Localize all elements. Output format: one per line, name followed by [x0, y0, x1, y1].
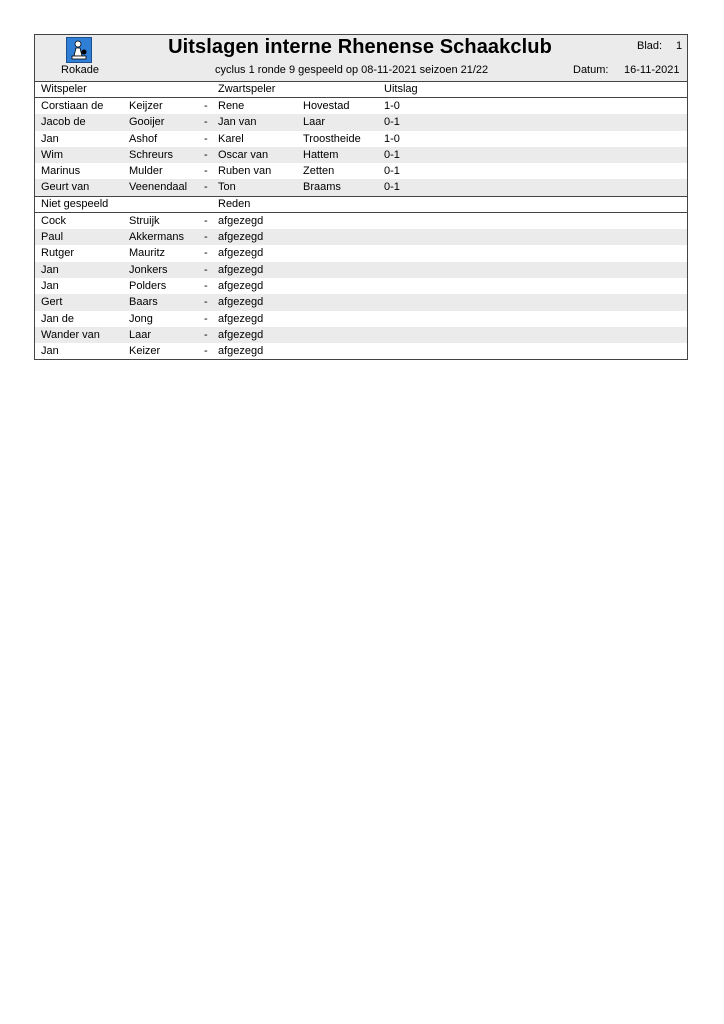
round-subtitle: cyclus 1 ronde 9 gespeeld op 08-11-2021 seizoen 21/22 — [215, 64, 489, 76]
white-last-name: Ashof — [129, 132, 158, 145]
absent-list — [35, 213, 687, 360]
separator: - — [204, 116, 208, 129]
black-last-name: Zetten — [303, 165, 335, 178]
separator: - — [204, 231, 208, 244]
table-row — [35, 294, 687, 310]
white-player-heading: Witspeler — [41, 83, 87, 95]
results-list — [35, 98, 687, 196]
separator: - — [204, 148, 208, 161]
table-row — [35, 114, 687, 130]
black-first-name: Jan van — [218, 116, 257, 129]
logo-label: Rokade — [61, 64, 99, 76]
player-last-name: Jonkers — [129, 263, 168, 276]
table-row — [35, 98, 687, 114]
white-first-name: Marinus — [41, 165, 81, 178]
white-first-name: Jacob de — [41, 116, 86, 129]
absence-reason: afgezegd — [218, 214, 264, 227]
black-first-name: Oscar van — [218, 148, 269, 161]
absence-reason: afgezegd — [218, 263, 264, 276]
table-row — [35, 179, 687, 195]
black-first-name: Karel — [218, 132, 244, 145]
player-last-name: Laar — [129, 328, 152, 341]
black-first-name: Ton — [218, 181, 236, 194]
table-row — [35, 163, 687, 179]
black-last-name: Braams — [303, 181, 341, 194]
table-row — [35, 147, 687, 163]
player-last-name: Keizer — [129, 345, 161, 358]
separator: - — [204, 165, 208, 178]
game-result: 0-1 — [384, 165, 400, 178]
absence-reason: afgezegd — [218, 247, 264, 260]
white-first-name: Corstiaan de — [41, 100, 104, 112]
white-first-name: Geurt van — [41, 181, 90, 194]
results-sheet — [34, 34, 688, 360]
absent-column-header — [35, 196, 687, 213]
white-last-name: Schreurs — [129, 148, 174, 161]
white-first-name: Jan — [41, 132, 59, 145]
table-row — [35, 343, 687, 359]
table-row — [35, 213, 687, 229]
absence-reason: afgezegd — [218, 345, 264, 358]
table-row — [35, 262, 687, 278]
absence-reason: afgezegd — [218, 231, 264, 244]
separator: - — [204, 296, 208, 309]
date-label: Datum: — [573, 64, 609, 76]
table-row — [35, 229, 687, 245]
page-title: Uitslagen interne Rhenense Schaakclub — [168, 36, 552, 58]
separator: - — [204, 214, 208, 227]
player-first-name: Cock — [41, 214, 67, 227]
separator: - — [204, 345, 208, 358]
separator: - — [204, 132, 208, 145]
sheet-label: Blad: — [637, 40, 663, 52]
player-last-name: Jong — [129, 312, 153, 325]
white-last-name: Gooijer — [129, 116, 165, 129]
player-first-name: Gert — [41, 296, 63, 309]
player-last-name: Akkermans — [129, 231, 185, 244]
separator: - — [204, 328, 208, 341]
white-last-name: Mulder — [129, 165, 163, 178]
sheet-number: 1 — [676, 40, 683, 52]
white-last-name: Keijzer — [129, 100, 163, 112]
black-last-name: Troostheide — [303, 132, 361, 145]
player-first-name: Wander van — [41, 328, 100, 341]
separator: - — [204, 263, 208, 276]
player-first-name: Rutger — [41, 247, 75, 260]
absence-reason: afgezegd — [218, 296, 264, 309]
table-row — [35, 327, 687, 343]
absence-reason: afgezegd — [218, 312, 264, 325]
game-result: 0-1 — [384, 116, 400, 129]
separator: - — [204, 181, 208, 194]
separator: - — [204, 247, 208, 260]
white-last-name: Veenendaal — [129, 181, 188, 194]
date-value: 16-11-2021 — [624, 64, 680, 76]
white-first-name: Wim — [41, 148, 63, 161]
table-row — [35, 311, 687, 327]
player-first-name: Jan — [41, 345, 59, 358]
player-first-name: Jan — [41, 279, 59, 292]
table-row — [35, 131, 687, 147]
results-column-header — [35, 82, 687, 98]
not-played-heading: Niet gespeeld — [41, 197, 109, 210]
game-result: 1-0 — [384, 132, 400, 145]
black-last-name: Hovestad — [303, 100, 350, 112]
game-result: 0-1 — [384, 148, 400, 161]
result-heading: Uitslag — [384, 83, 418, 95]
chess-club-logo-icon — [66, 37, 92, 63]
table-row — [35, 278, 687, 294]
player-last-name: Struijk — [129, 214, 160, 227]
separator: - — [204, 312, 208, 325]
player-first-name: Jan de — [41, 312, 75, 325]
separator: - — [204, 279, 208, 292]
reason-heading: Reden — [218, 197, 251, 210]
black-last-name: Hattem — [303, 148, 339, 161]
player-last-name: Polders — [129, 279, 167, 292]
separator: - — [204, 100, 208, 112]
player-last-name: Mauritz — [129, 247, 166, 260]
game-result: 0-1 — [384, 181, 400, 194]
black-last-name: Laar — [303, 116, 326, 129]
game-result: 1-0 — [384, 100, 400, 112]
player-first-name: Paul — [41, 231, 64, 244]
player-first-name: Jan — [41, 263, 59, 276]
black-first-name: Rene — [218, 100, 245, 112]
absence-reason: afgezegd — [218, 279, 264, 292]
sheet-header — [35, 35, 687, 82]
table-row — [35, 245, 687, 261]
absence-reason: afgezegd — [218, 328, 264, 341]
black-player-heading: Zwartspeler — [218, 83, 276, 95]
player-last-name: Baars — [129, 296, 158, 309]
black-first-name: Ruben van — [218, 165, 272, 178]
